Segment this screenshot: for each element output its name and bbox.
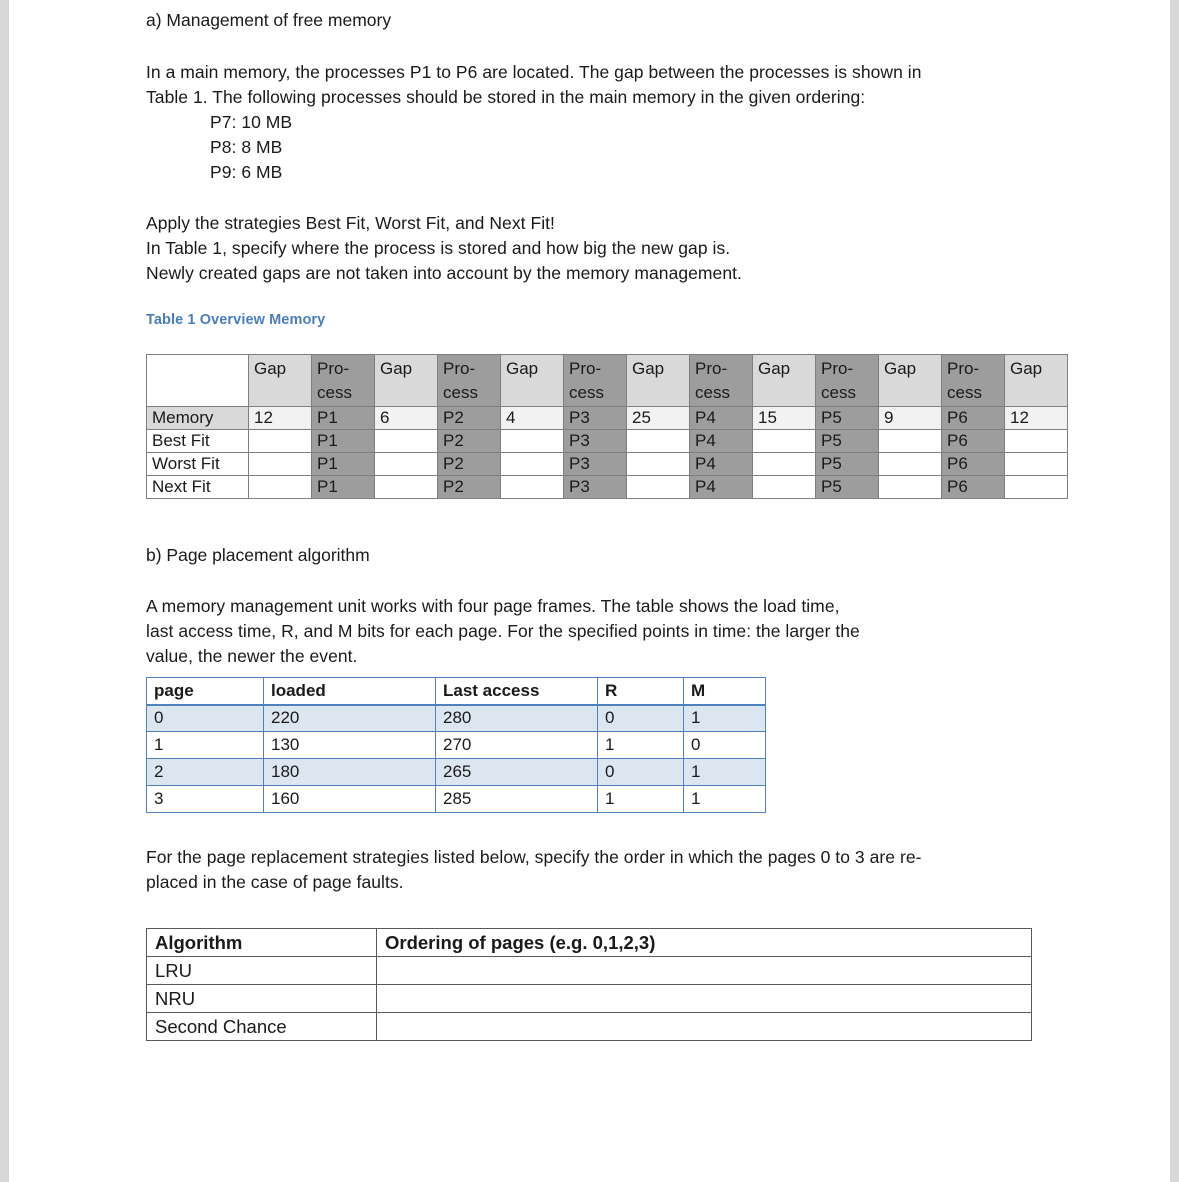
memory-table-process-cell: P3	[564, 407, 627, 430]
memory-table-gap-cell[interactable]	[879, 430, 942, 453]
page-table-cell-last-access: 280	[436, 705, 598, 732]
page-table-row	[147, 786, 766, 813]
section-b-intro-line-1: A memory management unit works with four page frames. The table shows the load time,	[146, 596, 840, 616]
memory-table-process-cell: P2	[438, 430, 501, 453]
section-a-instruction-line-2: In Table 1, specify where the process is stored and how big the new gap is.	[146, 238, 731, 258]
memory-table-header-process: Pro- cess	[690, 355, 753, 407]
memory-table-gap-cell[interactable]	[753, 453, 816, 476]
page-table-cell-m: 0	[684, 732, 766, 759]
page-table-cell-r: 1	[598, 732, 684, 759]
algorithm-name-cell: Second Chance	[147, 1013, 377, 1041]
section-b-closing-line-1: For the page replacement strategies listed below, specify the order in which the pages 0 to 3 are re-	[146, 847, 922, 867]
memory-table-header-gap: Gap	[1005, 355, 1068, 407]
memory-table-row-label: Next Fit	[147, 476, 249, 499]
algorithm-ordering-table	[146, 928, 1032, 1041]
memory-table-gap-cell: 25	[627, 407, 690, 430]
section-a-intro-line-1: In a main memory, the processes P1 to P6 are located. The gap between the processes is shown in	[146, 62, 922, 82]
page-table-header-row	[147, 678, 766, 705]
memory-table-process-cell: P4	[690, 407, 753, 430]
page-table-header-cell: loaded	[264, 678, 436, 705]
memory-table-gap-cell[interactable]	[753, 430, 816, 453]
algorithm-name-cell: NRU	[147, 985, 377, 1013]
page-table-cell-last-access: 285	[436, 786, 598, 813]
memory-table-row	[147, 407, 1068, 430]
page-table-cell-m: 1	[684, 786, 766, 813]
page-table-cell-page: 3	[147, 786, 264, 813]
page-table-body	[147, 705, 766, 813]
memory-table-row	[147, 430, 1068, 453]
memory-table-header-gap: Gap	[627, 355, 690, 407]
section-b-intro-line-2: last access time, R, and M bits for each page. For the specified points in time: the larger the	[146, 621, 860, 641]
memory-table-process-cell: P5	[816, 453, 879, 476]
memory-table-gap-cell[interactable]	[753, 476, 816, 499]
memory-table-process-cell: P6	[942, 407, 1005, 430]
document-content	[146, 0, 1106, 1041]
algorithm-table-row	[147, 957, 1032, 985]
algorithm-table-row	[147, 1013, 1032, 1041]
algorithm-table-header-row	[147, 929, 1032, 957]
page-table-cell-last-access: 265	[436, 759, 598, 786]
section-a-instruction-line-1: Apply the strategies Best Fit, Worst Fit, and Next Fit!	[146, 213, 555, 233]
memory-overview-table	[146, 354, 1068, 499]
algorithm-ordering-input-cell[interactable]	[377, 957, 1032, 985]
page-table-cell-m: 1	[684, 705, 766, 732]
memory-table-gap-cell: 9	[879, 407, 942, 430]
memory-table-gap-cell[interactable]	[501, 476, 564, 499]
memory-table-gap-cell: 4	[501, 407, 564, 430]
page-table-cell-loaded: 220	[264, 705, 436, 732]
memory-table-header-gap: Gap	[375, 355, 438, 407]
page-table-cell-loaded: 160	[264, 786, 436, 813]
memory-table-process-cell: P5	[816, 476, 879, 499]
memory-table-header-process: Pro- cess	[438, 355, 501, 407]
memory-table-gap-cell[interactable]	[1005, 430, 1068, 453]
memory-table-gap-cell: 12	[1005, 407, 1068, 430]
memory-table-row-label: Memory	[147, 407, 249, 430]
memory-table-gap-cell[interactable]	[627, 430, 690, 453]
memory-table-gap-cell[interactable]	[375, 430, 438, 453]
memory-table-row-label: Best Fit	[147, 430, 249, 453]
page-table-row	[147, 759, 766, 786]
memory-table-gap-cell[interactable]	[375, 476, 438, 499]
memory-table-gap-cell[interactable]	[249, 453, 312, 476]
memory-table-gap-cell[interactable]	[1005, 453, 1068, 476]
memory-table-process-cell: P1	[312, 476, 375, 499]
memory-table-gap-cell[interactable]	[501, 430, 564, 453]
memory-table-row	[147, 453, 1068, 476]
memory-table-corner-cell	[147, 355, 249, 407]
memory-table-row-label: Worst Fit	[147, 453, 249, 476]
memory-table-gap-cell[interactable]	[375, 453, 438, 476]
memory-table-gap-cell[interactable]	[879, 453, 942, 476]
algorithm-table-header-cell: Algorithm	[147, 929, 377, 957]
memory-table-process-cell: P2	[438, 453, 501, 476]
section-a-heading: a) Management of free memory	[146, 10, 392, 30]
algorithm-ordering-input-cell[interactable]	[377, 985, 1032, 1013]
memory-table-gap-cell[interactable]	[627, 453, 690, 476]
memory-table-gap-cell[interactable]	[879, 476, 942, 499]
section-a-instruction-line-3: Newly created gaps are not taken into account by the memory management.	[146, 263, 742, 283]
page-table-cell-r: 0	[598, 759, 684, 786]
memory-table-process-cell: P1	[312, 430, 375, 453]
memory-table-process-cell: P3	[564, 476, 627, 499]
memory-table-process-cell: P5	[816, 407, 879, 430]
memory-table-process-cell: P6	[942, 476, 1005, 499]
memory-table-process-cell: P1	[312, 407, 375, 430]
section-b-intro-line-3: value, the newer the event.	[146, 646, 358, 666]
memory-table-process-cell: P2	[438, 407, 501, 430]
memory-table-process-cell: P5	[816, 430, 879, 453]
memory-table-gap-cell[interactable]	[249, 430, 312, 453]
page-table-row	[147, 705, 766, 732]
memory-table-process-cell: P4	[690, 430, 753, 453]
memory-table-gap-cell: 6	[375, 407, 438, 430]
page-frames-table	[146, 677, 766, 813]
memory-table-process-cell: P4	[690, 476, 753, 499]
memory-table-process-cell: P4	[690, 453, 753, 476]
section-a-intro-line-2: Table 1. The following processes should be stored in the main memory in the given ordering:	[146, 87, 866, 107]
memory-table-gap-cell[interactable]	[1005, 476, 1068, 499]
memory-table-header-row	[147, 355, 1068, 407]
page-table-cell-r: 0	[598, 705, 684, 732]
page-table-cell-loaded: 130	[264, 732, 436, 759]
section-b-closing-line-2: placed in the case of page faults.	[146, 872, 404, 892]
memory-table-process-cell: P3	[564, 430, 627, 453]
memory-table-header-gap: Gap	[753, 355, 816, 407]
memory-table-header-process: Pro- cess	[312, 355, 375, 407]
memory-table-header-process: Pro- cess	[942, 355, 1005, 407]
memory-table-header-gap: Gap	[879, 355, 942, 407]
memory-table-process-cell: P2	[438, 476, 501, 499]
memory-table-gap-cell: 12	[249, 407, 312, 430]
memory-table-body	[147, 407, 1068, 499]
algorithm-ordering-input-cell[interactable]	[377, 1013, 1032, 1041]
page-table-header-cell: M	[684, 678, 766, 705]
process-item-p9: P9: 6 MB	[210, 162, 283, 182]
process-item-p8: P8: 8 MB	[210, 137, 283, 157]
process-item-p7: P7: 10 MB	[210, 112, 293, 132]
memory-table-gap-cell: 15	[753, 407, 816, 430]
memory-table-process-cell: P3	[564, 453, 627, 476]
memory-table-gap-cell[interactable]	[501, 453, 564, 476]
page-table-header-cell: page	[147, 678, 264, 705]
memory-table-gap-cell[interactable]	[249, 476, 312, 499]
page-table-cell-last-access: 270	[436, 732, 598, 759]
memory-table-header-gap: Gap	[501, 355, 564, 407]
page-table-cell-page: 1	[147, 732, 264, 759]
section-b-heading: b) Page placement algorithm	[146, 545, 370, 565]
memory-table-row	[147, 476, 1068, 499]
algorithm-table-row	[147, 985, 1032, 1013]
memory-table-header-process: Pro- cess	[816, 355, 879, 407]
page-table-cell-page: 0	[147, 705, 264, 732]
memory-table-gap-cell[interactable]	[627, 476, 690, 499]
memory-table-caption: Table 1 Overview Memory	[146, 312, 326, 328]
page-table-cell-r: 1	[598, 786, 684, 813]
memory-table-process-cell: P1	[312, 453, 375, 476]
algorithm-table-body	[147, 929, 1032, 1041]
page-table-cell-m: 1	[684, 759, 766, 786]
memory-table-header-process: Pro- cess	[564, 355, 627, 407]
page-table-cell-page: 2	[147, 759, 264, 786]
page-table-header-cell: Last access	[436, 678, 598, 705]
memory-table-process-cell: P6	[942, 453, 1005, 476]
algorithm-table-header-cell: Ordering of pages (e.g. 0,1,2,3)	[377, 929, 1032, 957]
page-table-cell-loaded: 180	[264, 759, 436, 786]
memory-table-header-gap: Gap	[249, 355, 312, 407]
page-table-row	[147, 732, 766, 759]
page-table-header-cell: R	[598, 678, 684, 705]
memory-table-process-cell: P6	[942, 430, 1005, 453]
document-page	[9, 0, 1170, 1182]
algorithm-name-cell: LRU	[147, 957, 377, 985]
